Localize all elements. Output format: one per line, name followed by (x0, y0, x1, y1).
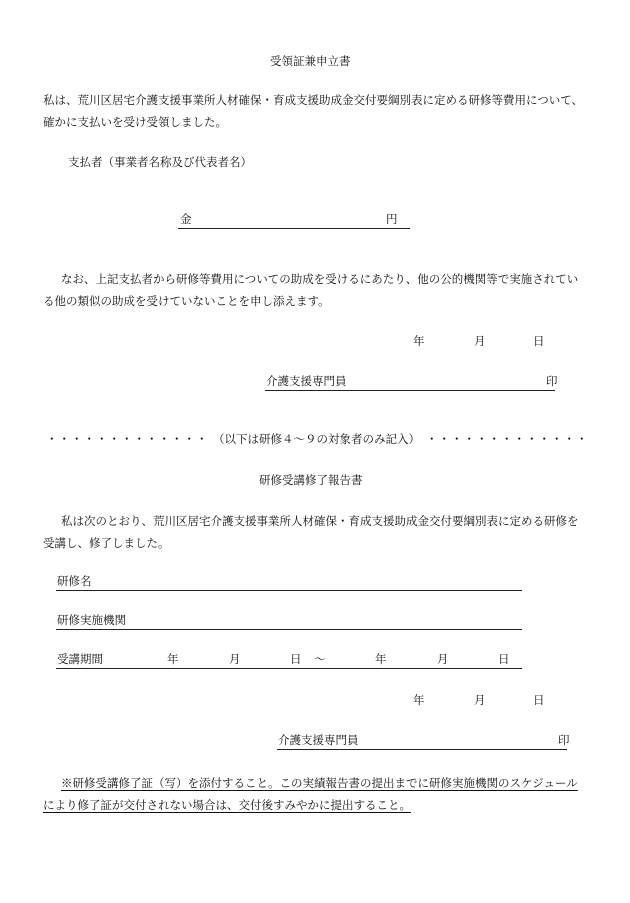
training-name-label: 研修名 (57, 574, 92, 588)
period-end-year: 年 (375, 652, 387, 666)
period-end-month: 月 (437, 652, 449, 666)
report-signer-underline (277, 749, 567, 750)
period-end-day: 日 (498, 652, 510, 666)
report-date-year: 年 (413, 693, 425, 707)
report-title: 研修受講修了報告書 (259, 473, 363, 487)
declaration: なお、上記支払者から研修等費用についての助成を受けるにあたり、他の公的機関等で実施されている他の類似の助成を受けていないことを申し添えます。 (43, 272, 579, 308)
period-underline (56, 668, 522, 669)
report-date-day: 日 (533, 693, 545, 707)
divider-dots-left: ・・・・・・・・・・・・・ (46, 432, 209, 446)
report-body: 私は次のとおり、荒川区居宅介護支援事業所人材確保・育成支援助成金交付要綱別表に定める研修を受講し、修了しました。 (43, 514, 579, 550)
training-name-underline (56, 590, 522, 591)
amount-suffix: 円 (386, 212, 398, 226)
receipt-seal: 印 (546, 374, 558, 388)
attachment-note: ※研修受講修了証（写）を添付すること。この実績報告書の提出までに研修実施機関のスケジュールにより修了証が交付されない場合は、交付後すみやかに提出すること。 (43, 776, 578, 812)
period-start-year: 年 (167, 652, 179, 666)
receipt-date-day: 日 (533, 334, 545, 348)
receipt-body: 私は、荒川区居宅介護支援事業所人材確保・育成支援助成金交付要綱別表に定める研修等費用について、確かに支払いを受け受領しました。 (43, 93, 584, 129)
period-label: 受講期間 (57, 652, 103, 666)
payer-label: 支払者（事業者名称及び代表者名） (68, 155, 252, 169)
amount-prefix: 金 (180, 212, 192, 226)
report-signer-label: 介護支援専門員 (278, 733, 359, 747)
divider-dots-right: ・・・・・・・・・・・・・ (426, 432, 589, 446)
period-start-month: 月 (229, 652, 241, 666)
divider-text: （以下は研修４～９の対象者のみ記入） (213, 432, 420, 446)
receipt-signer-underline (265, 390, 555, 391)
receipt-date-month: 月 (474, 334, 486, 348)
report-date-month: 月 (474, 693, 486, 707)
amount-underline (178, 228, 410, 229)
institution-underline (56, 629, 522, 630)
institution-label: 研修実施機関 (57, 613, 126, 627)
period-tilde: ～ (314, 652, 326, 666)
receipt-date-year: 年 (413, 334, 425, 348)
report-seal: 印 (558, 733, 570, 747)
period-start-day: 日 (290, 652, 302, 666)
receipt-title: 受領証兼申立書 (270, 54, 351, 68)
receipt-signer-label: 介護支援専門員 (266, 374, 347, 388)
